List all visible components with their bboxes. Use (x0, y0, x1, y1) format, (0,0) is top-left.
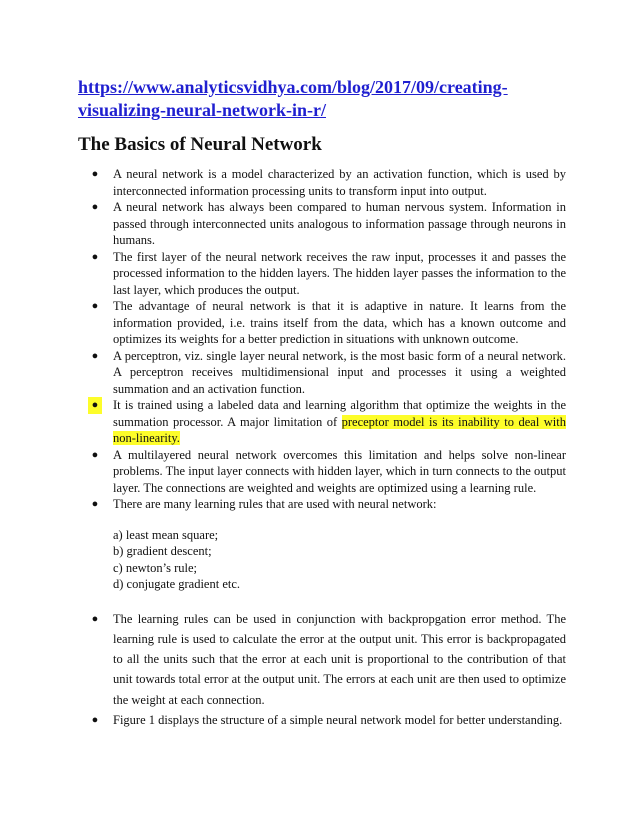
bullet-icon: ● (91, 349, 99, 362)
list-item (78, 496, 566, 513)
list-item-text: Figure 1 displays the structure of a simple neural network model for better understanding. (113, 712, 563, 727)
list-item-text: The advantage of neural network is that it is adaptive in nature. It learns from the information provided, i.e. trains itself from the data, which has a known outcome and optimizes its weights for a better prediction in situations with unknown outcome. (113, 299, 566, 346)
list-item (78, 298, 566, 348)
learning-rule-item: d) conjugate gradient etc. (113, 577, 241, 591)
list-item-text: It is trained using a labeled data and learning algorithm that optimize the weights in the summation processor. A major limitation of (113, 398, 566, 429)
bullet-icon: ● (91, 300, 99, 312)
list-item (78, 249, 566, 299)
bullet-icon: ● (91, 448, 99, 461)
list-item (78, 609, 566, 710)
bullet-icon: ● (91, 168, 99, 180)
highlighted-bullet-icon: ● (88, 397, 102, 414)
highlighted-text: preceptor model is its inability to deal with non-linearity. (113, 414, 566, 445)
bullet-icon: ● (91, 612, 99, 625)
list-item-text: A perceptron, viz. single layer neural network, is the most basic form of a neural network. A perceptron receives multidimensional input and processes it using a weighted summation and an activation function. (113, 348, 566, 396)
list-item-text: The first layer of the neural network receives the raw input, processes it and passes the processed information to the hidden layers. The hidden layer passes the information to the last layer, which produces the output. (113, 249, 566, 297)
list-item-text: A multilayered neural network overcomes this limitation and helps solve non-linear problems. The input layer connects with hidden layer, which in turn connects to the output layer. The connections are weighted and weights are optimized using a learning rule. (113, 447, 566, 495)
list-item-text: The learning rules can be used in conjunction with backpropgation error method. The learning rule is used to calculate the error at the output unit. This error is backpropagated to all the units such that the error at each unit is proportional to the contribution of that unit towards total error at the output unit. The errors at each unit are then used to optimize the weight at each connection. (113, 611, 566, 707)
list-item (78, 199, 566, 249)
list-item-highlighted (78, 397, 566, 447)
bullet-list (78, 166, 566, 730)
list-item (78, 447, 566, 497)
list-item-text: A neural network has always been compared to human nervous system. Information in passed through interconnected units analogous to information passage through neurons in humans. (113, 200, 566, 247)
bullet-icon: ● (91, 201, 99, 213)
list-item (78, 710, 566, 730)
learning-rule-item: a) least mean square; (113, 527, 219, 542)
learning-rule-item: c) newton’s rule; (113, 560, 198, 575)
learning-rules-list (78, 527, 566, 593)
bullet-icon: ● (91, 498, 99, 510)
list-item-text: A neural network is a model characterized by an activation function, which is used by interconnected information processing units to transform input into output. (113, 167, 566, 198)
learning-rule-item: b) gradient descent; (113, 544, 212, 558)
list-item (78, 166, 566, 199)
list-item-text: There are many learning rules that are used with neural network: (113, 497, 437, 511)
list-item (78, 348, 566, 398)
bullet-icon: ● (91, 250, 99, 263)
source-link[interactable]: https://www.analyticsvidhya.com/blog/2017/09/creating-visualizing-neural-network-in-r/ (78, 77, 508, 120)
section-heading: The Basics of Neural Network (78, 134, 322, 155)
bullet-icon: ● (91, 713, 99, 726)
